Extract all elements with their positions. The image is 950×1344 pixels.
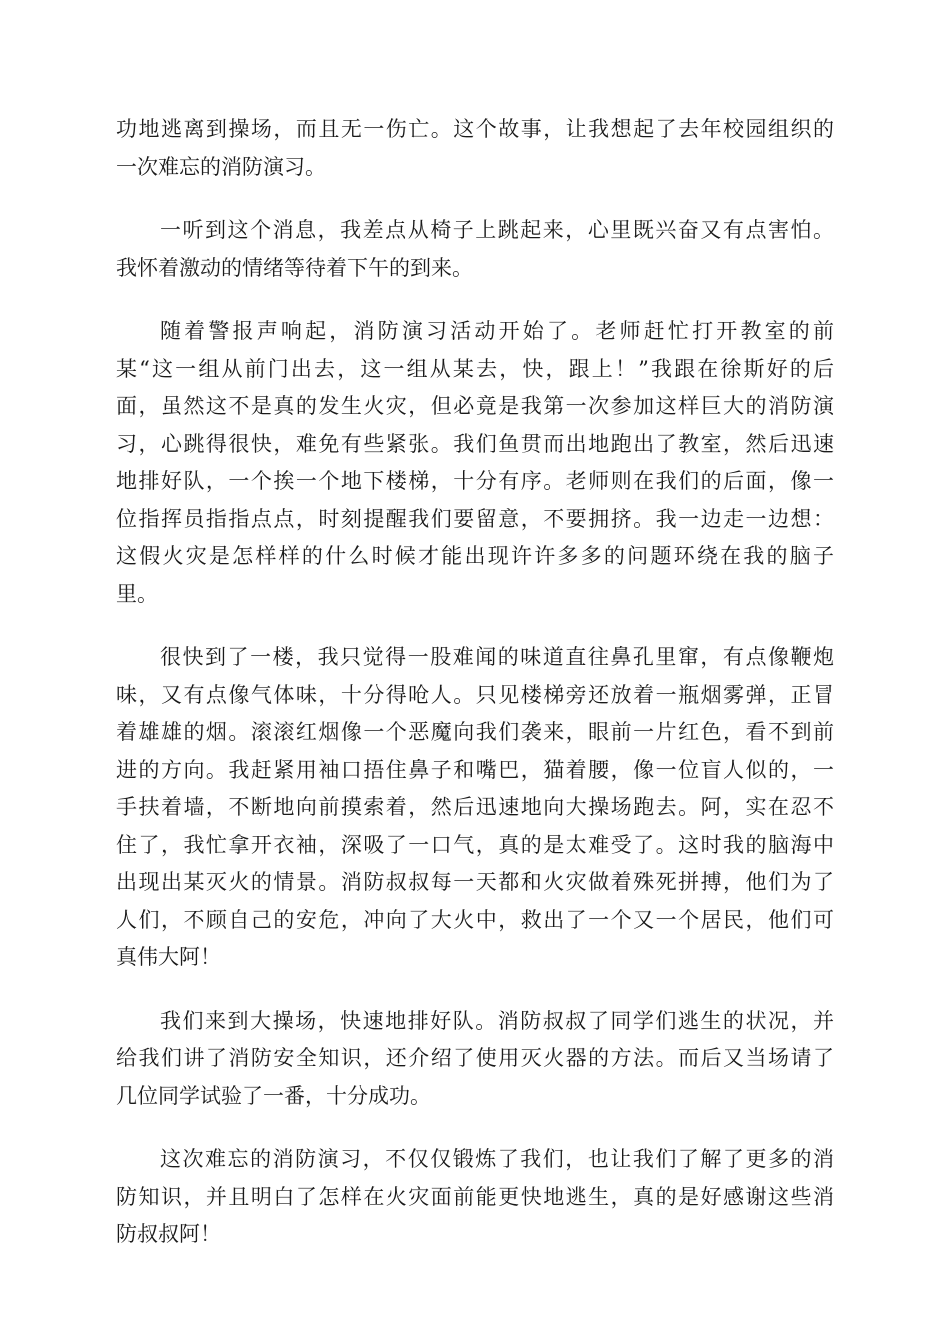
- text-line: 位指挥员指指点点，时刻提醒我们要留意，不要拥挤。我一边走一边想：: [116, 506, 834, 531]
- text-line: 真伟大阿！: [116, 945, 221, 969]
- text-line: 随着警报声响起，消防演习活动开始了。老师赶忙打开教室的前: [160, 319, 834, 343]
- text-line: 手扶着墙，不断地向前摸索着，然后迅速地向大操场跑去。阿，实在忍不: [116, 795, 834, 819]
- text-line: 出现出某灭火的情景。消防叔叔每一天都和火灾做着殊死拼搏，他们为了: [116, 870, 834, 894]
- text-line: 习，心跳得很快，难免有些紧张。我们鱼贯而出地跑出了教室，然后迅速: [116, 431, 834, 456]
- text-line: 防叔叔阿！: [116, 1222, 221, 1246]
- text-line: 一听到这个消息，我差点从椅子上跳起来，心里既兴奋又有点害怕。: [160, 218, 834, 242]
- text-line: 住了，我忙拿开衣袖，深吸了一口气，真的是太难受了。这时我的脑海中: [116, 832, 834, 857]
- text-line: 地排好队，一个挨一个地下楼梯，十分有序。老师则在我们的后面，像一: [116, 469, 834, 493]
- text-line: 面，虽然这不是真的发生火灾，但必竟是我第一次参加这样巨大的消防演: [116, 394, 834, 418]
- document-body: [116, 111, 834, 1280]
- text-line: 这次难忘的消防演习，不仅仅锻炼了我们，也让我们了解了更多的消: [160, 1147, 834, 1171]
- paragraph-4: [116, 639, 834, 977]
- paragraph-6: [116, 1141, 834, 1254]
- paragraph-5: [116, 1003, 834, 1116]
- text-line: 某“这一组从前门出去，这一组从某去，快，跟上！”我跟在徐斯好的后: [116, 356, 834, 381]
- paragraph-1: [116, 111, 834, 186]
- text-line: 防知识，并且明白了怎样在火灾面前能更快地逃生，真的是好感谢这些消: [116, 1184, 834, 1209]
- text-line: 味，又有点像气体味，十分得呛人。只见楼梯旁还放着一瓶烟雾弹，正冒: [116, 682, 834, 707]
- text-line: 我怀着激动的情绪等待着下午的到来。: [116, 255, 473, 280]
- text-line: 给我们讲了消防安全知识，还介绍了使用灭火器的方法。而后又当场请了: [116, 1046, 834, 1070]
- text-line: 很快到了一楼，我只觉得一股难闻的味道直往鼻孔里窜，有点像鞭炮: [160, 645, 834, 669]
- text-line: 功地逃离到操场，而且无一伤亡。这个故事，让我想起了去年校园组织的: [116, 117, 834, 141]
- text-line: 进的方向。我赶紧用袖口捂住鼻子和嘴巴，猫着腰，像一位盲人似的，一: [116, 757, 834, 782]
- text-line: 我们来到大操场，快速地排好队。消防叔叔了同学们逃生的状况，并: [160, 1008, 834, 1033]
- text-line: 人们，不顾自己的安危，冲向了大火中，救出了一个又一个居民，他们可: [116, 907, 834, 932]
- text-line: 这假火灾是怎样样的什么时候才能出现许许多多的问题环绕在我的脑子: [116, 544, 834, 568]
- paragraph-2: [116, 212, 834, 287]
- paragraph-3: [116, 313, 834, 613]
- text-line: 里。: [116, 581, 158, 606]
- text-line: 着雄雄的烟。滚滚红烟像一个恶魔向我们袭来，眼前一片红色，看不到前: [116, 720, 834, 744]
- text-line: 几位同学试验了一番，十分成功。: [116, 1083, 431, 1108]
- text-line: 一次难忘的消防演习。: [116, 154, 326, 179]
